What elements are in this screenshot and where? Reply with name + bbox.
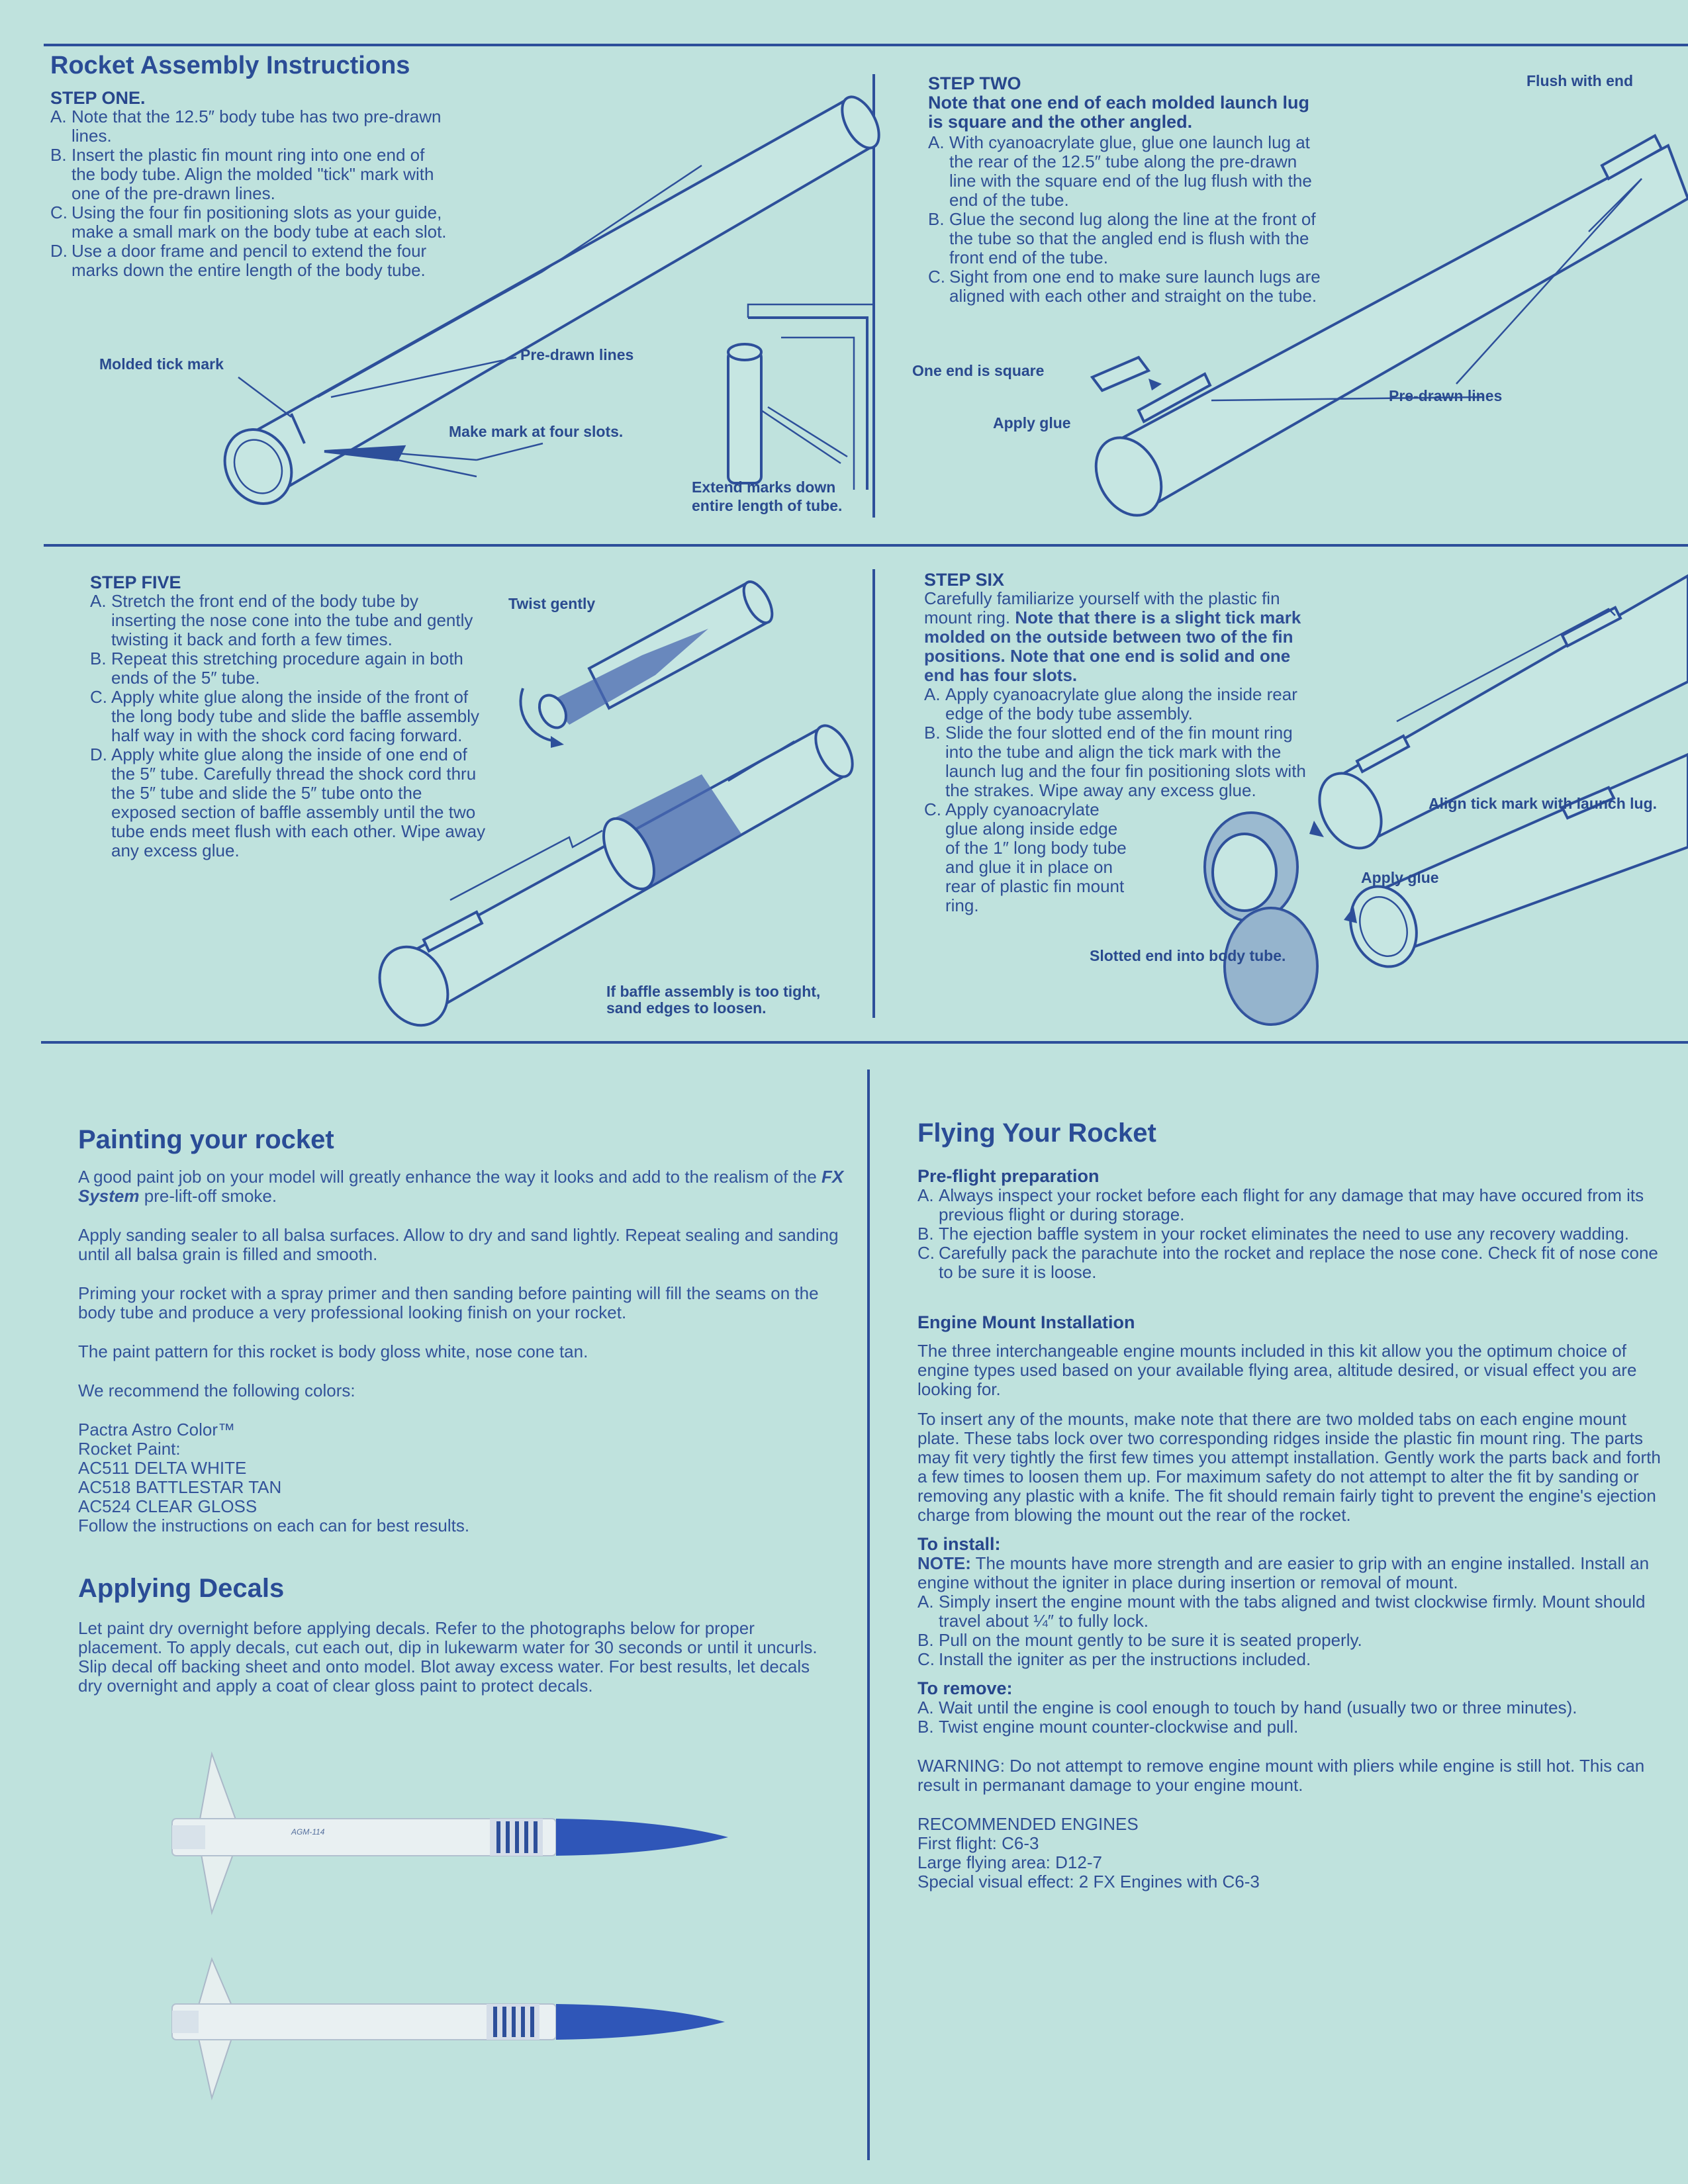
- flying-title: Flying Your Rocket: [917, 1118, 1156, 1148]
- flush-with-end-label: Flush with end: [1526, 72, 1633, 89]
- engine-line: Large flying area: D12-7: [917, 1852, 1102, 1872]
- item-letter: C.: [917, 1649, 935, 1669]
- extend-marks-label-1: Extend marks down: [692, 478, 836, 496]
- item-letter: A.: [50, 107, 67, 126]
- color-line: Rocket Paint:: [78, 1439, 181, 1459]
- step-five-item-a: [90, 592, 487, 649]
- engine-line: Special visual effect: 2 FX Engines with C6-3: [917, 1872, 1260, 1891]
- mount-p2: To insert any of the mounts, make note that there are two molded tabs on each engine mount plate. These tabs lock over two corresponding ridges inside the plastic fin mount ring. The parts may fit very tightly the first few times you attempt installation. Gently work the parts back and forth a few times to loosen them up. For maximum safety do not attempt to alter the fit by sanding or removing any plastic with a knife. The fit should remain fairly tight to prevent the engine's ejection charge from blowing the mount out the rear of the rocket.: [917, 1409, 1661, 1525]
- step-two-note: Note that one end of each molded launch lug is square and the other angled.: [928, 93, 1310, 132]
- item-letter: A.: [917, 1185, 934, 1205]
- item-letter: C.: [50, 203, 68, 222]
- step-five-heading: STEP FIVE: [90, 572, 181, 592]
- item-text: Note that the 12.5″ body tube has two pre-drawn lines.: [71, 107, 442, 146]
- item-text: Slide the four slotted end of the fin mount ring into the tube and align the tick mark with the launch lug and the four fin positioning slots with the strakes. Wipe away any excess glue.: [945, 723, 1306, 800]
- item-text: Wait until the engine is cool enough to touch by hand (usually two or three minutes).: [939, 1698, 1577, 1717]
- launch-lug-illustration: [1086, 351, 1165, 397]
- baffle-tight-label-1: If baffle assembly is too tight,: [606, 983, 821, 1000]
- item-letter: B.: [917, 1630, 934, 1650]
- item-letter: B.: [924, 723, 941, 743]
- apply-glue-label-2: Apply glue: [1361, 869, 1439, 886]
- color-line: Follow the instructions on each can for best results.: [78, 1516, 470, 1535]
- item-text: Carefully pack the parachute into the rocket and replace the nose cone. Check fit of nose cone to be sure it is loose.: [939, 1243, 1658, 1282]
- item-text: Apply white glue along the inside of the front of the long body tube and slide the baffle assembly half way in with the shock cord facing forward.: [111, 687, 480, 745]
- step-two-heading: STEP TWO: [928, 73, 1021, 93]
- item-text: Pull on the mount gently to be sure it is seated properly.: [939, 1630, 1362, 1650]
- item-letter: A.: [917, 1698, 934, 1717]
- item-text: Sight from one end to make sure launch lugs are aligned with each other and straight on the tube.: [949, 267, 1321, 306]
- predrawn-lines-label: Pre-drawn lines: [520, 346, 634, 363]
- color-line: AC511 DELTA WHITE: [78, 1458, 247, 1478]
- rocket-photo-2: [159, 1952, 741, 2105]
- painting-p2: Apply sanding sealer to all balsa surfaces. Allow to dry and sand lightly. Repeat sealing and sanding until all balsa grain is filled and smooth.: [78, 1225, 839, 1264]
- engine-line: First flight: C6-3: [917, 1833, 1039, 1853]
- middle-rule: [44, 544, 1688, 547]
- step-two-body-tube-illustration: [1086, 99, 1688, 523]
- item-text: Insert the plastic fin mount ring into one end of the body tube. Align the molded "tick" mark with one of the pre-drawn lines.: [71, 145, 434, 203]
- preflight-item-c: [917, 1244, 1669, 1282]
- item-letter: B.: [917, 1224, 934, 1244]
- item-letter: D.: [50, 241, 68, 261]
- item-letter: A.: [90, 591, 107, 611]
- painting-title: Painting your rocket: [78, 1125, 334, 1154]
- item-text: Install the igniter as per the instructions included.: [939, 1649, 1311, 1669]
- step-six-heading: STEP SIX: [924, 570, 1005, 590]
- baffle-tight-label-2: sand edges to loosen.: [606, 999, 767, 1017]
- align-tick-label: Align tick mark with launch lug.: [1429, 795, 1658, 812]
- preflight-item-b: [917, 1224, 1669, 1244]
- step-one-heading: STEP ONE.: [50, 88, 146, 108]
- fx-system-text: FX System: [78, 1167, 844, 1206]
- make-mark-label: Make mark at four slots.: [449, 423, 624, 440]
- note-text: The mounts have more strength and are easier to grip with an engine installed. Install an engine without the igniter in place during insertion or removal of mount.: [917, 1553, 1650, 1592]
- color-line: AC524 CLEAR GLOSS: [78, 1496, 258, 1516]
- decals-text: Let paint dry overnight before applying decals. Refer to the photographs below for proper placement. To apply decals, cut each out, dip in lukewarm water for 30 seconds or until it uncurls. Slip decal off backing sheet and onto model. Blot away excess water. For best results, let decals dry overnight and apply a coat of clear gloss paint to protect decals.: [78, 1618, 818, 1696]
- decals-title: Applying Decals: [78, 1574, 285, 1603]
- item-letter: C.: [90, 687, 107, 707]
- color-list: [78, 1420, 846, 1535]
- item-text: Stretch the front end of the body tube by inserting the nose cone into the tube and gently twisting it back and forth a few times.: [111, 591, 473, 649]
- painting-body: [78, 1167, 846, 1555]
- item-letter: A.: [917, 1592, 934, 1612]
- item-text: The ejection baffle system in your rocket eliminates the need to use any recovery wadding.: [939, 1224, 1629, 1244]
- item-letter: C.: [917, 1243, 935, 1263]
- install-item-b: [917, 1631, 1669, 1650]
- divider-bottom: [867, 1069, 870, 2160]
- apply-glue-label: Apply glue: [993, 414, 1071, 432]
- item-text: Apply white glue along the inside of one end of the 5″ tube. Carefully thread the shock cord thru the 5″ tube and slide the 5″ tube onto the exposed section of baffle assembly until the two tube ends meet flush with each other. Wipe away any excess glue.: [111, 745, 486, 860]
- step-six-item-c: [924, 800, 1136, 915]
- item-letter: B.: [90, 649, 107, 668]
- item-text: With cyanoacrylate glue, glue one launch lug at the rear of the 12.5″ tube along the pre-drawn line with the square end of the lug flush with the end of the tube.: [949, 132, 1312, 210]
- item-text: Apply cyanoacrylate glue along the inside rear edge of the body tube assembly.: [945, 684, 1297, 723]
- install-note: [917, 1554, 1669, 1592]
- item-letter: D.: [90, 745, 107, 764]
- install-item-c: [917, 1650, 1669, 1669]
- item-letter: B.: [50, 145, 67, 165]
- rocket-photo-1: [159, 1747, 741, 1919]
- painting-p4: The paint pattern for this rocket is body gloss white, nose cone tan.: [78, 1342, 588, 1361]
- remove-item-a: [917, 1698, 1669, 1717]
- step-six-intro-text: Carefully familiarize yourself with the plastic fin mount ring.: [924, 588, 1280, 627]
- slotted-end-label: Slotted end into body tube.: [1090, 947, 1286, 964]
- warning-text: WARNING: Do not attempt to remove engine mount with pliers while engine is still hot. This can result in permanant damage to your engine mount.: [917, 1756, 1645, 1795]
- note-label: NOTE:: [917, 1553, 971, 1573]
- flying-body: [917, 1166, 1669, 1891]
- predrawn-lines-label-2: Pre-drawn lines: [1389, 387, 1503, 404]
- step-six-intro: [924, 589, 1321, 685]
- engines-title: RECOMMENDED ENGINES: [917, 1814, 1139, 1834]
- item-text: Apply cyanoacrylate glue along inside edge of the 1″ long body tube and glue it in place on rear of plastic fin mount ring.: [945, 799, 1127, 915]
- preflight-title: Pre-flight preparation: [917, 1166, 1100, 1186]
- twist-gently-label: Twist gently: [508, 595, 596, 612]
- door-frame-illustration: [722, 291, 874, 490]
- top-rule: [44, 44, 1688, 46]
- color-line: AC518 BATTLESTAR TAN: [78, 1477, 282, 1497]
- step-six-item-b: [924, 723, 1321, 800]
- item-text: Always inspect your rocket before each flight for any damage that may have occured from its previous flight or during storage.: [939, 1185, 1644, 1224]
- item-text: Using the four fin positioning slots as your guide, make a small mark on the body tube at each slot.: [71, 203, 447, 242]
- item-letter: B.: [928, 209, 945, 229]
- remove-item-b: [917, 1717, 1669, 1737]
- one-end-square-label: One end is square: [912, 362, 1045, 379]
- mount-p1: The three interchangeable engine mounts included in this kit allow you the optimum choice of engine types used based on your available flying area, altitude desired, or visual effect you are looking for.: [917, 1341, 1637, 1399]
- color-line: Pactra Astro Color™: [78, 1420, 235, 1439]
- item-text: Use a door frame and pencil to extend the four marks down the entire length of the body tube.: [71, 241, 427, 280]
- painting-p1-end: pre-lift-off smoke.: [144, 1186, 277, 1206]
- rear-tube-illustration: [1344, 748, 1688, 1052]
- item-text: Simply insert the engine mount with the tabs aligned and twist clockwise firmly. Mount should travel about ¼″ to fully lock.: [939, 1592, 1646, 1631]
- molded-tick-label: Molded tick mark: [99, 355, 224, 373]
- assembly-title: Rocket Assembly Instructions: [50, 52, 410, 79]
- item-letter: C.: [924, 799, 941, 819]
- step-five-item-b: [90, 649, 487, 688]
- item-letter: B.: [917, 1717, 934, 1737]
- step-six-intro-bold: Note that there is a slight tick mark molded on the outside between two of the fin positions. Note that one end is solid and one end has four slots.: [924, 608, 1301, 685]
- item-text: Glue the second lug along the line at the front of the tube so that the angled end is flush with the front end of the tube.: [949, 209, 1316, 267]
- item-letter: A.: [924, 684, 941, 704]
- item-text: Twist engine mount counter-clockwise and pull.: [939, 1717, 1299, 1737]
- remove-title: To remove:: [917, 1678, 1013, 1698]
- install-item-a: [917, 1592, 1669, 1631]
- mount-title: Engine Mount Installation: [917, 1312, 1135, 1332]
- painting-p3: Priming your rocket with a spray primer and then sanding before painting will fill the seams on the body tube and produce a very professional looking finish on your rocket.: [78, 1283, 819, 1322]
- item-text: Repeat this stretching procedure again in both ends of the 5″ tube.: [111, 649, 463, 688]
- extend-marks-label-2: entire length of tube.: [692, 497, 843, 514]
- rocket-decal-label: AGM-114: [291, 1827, 325, 1837]
- install-title: To install:: [917, 1534, 1001, 1554]
- preflight-item-a: [917, 1186, 1669, 1224]
- item-letter: C.: [928, 267, 945, 287]
- item-letter: A.: [928, 132, 945, 152]
- painting-p5: We recommend the following colors:: [78, 1381, 355, 1400]
- painting-p1: [78, 1167, 846, 1206]
- step-six-item-a: [924, 685, 1321, 723]
- painting-p1-text: A good paint job on your model will greatly enhance the way it looks and add to the realism of the: [78, 1167, 817, 1187]
